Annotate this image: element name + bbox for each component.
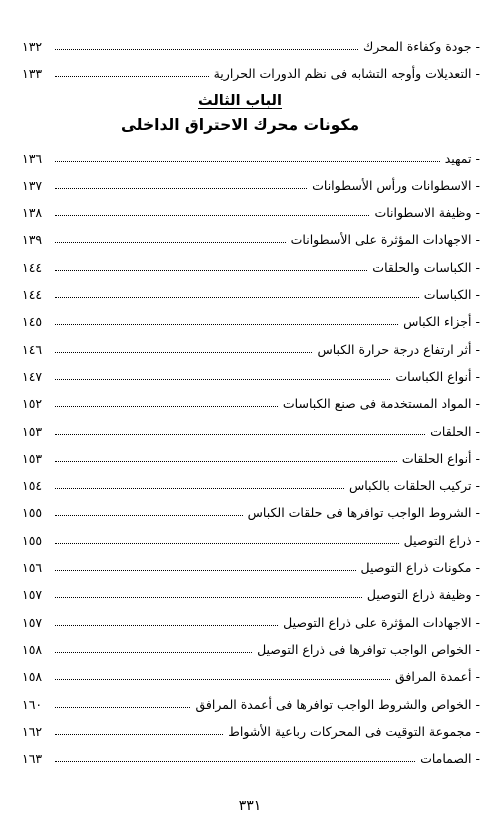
dot-leader bbox=[55, 297, 419, 298]
toc-entry-page: ١٣٦ bbox=[22, 150, 43, 166]
toc-entry-title: - المواد المستخدمة فى صنع الكباسات bbox=[282, 396, 480, 412]
toc-entry-page: ١٣٨ bbox=[22, 205, 43, 221]
dot-leader bbox=[55, 352, 312, 353]
toc-entry bbox=[22, 503, 480, 523]
toc-entry-page: ١٤٧ bbox=[22, 368, 43, 384]
toc-entry bbox=[22, 366, 480, 386]
toc-entry-title: - وظيفة الاسطوانات bbox=[374, 205, 480, 221]
toc-entry-page: ١٣٣ bbox=[22, 65, 43, 81]
dot-leader bbox=[55, 49, 358, 50]
toc-entry-title: - الصمامات bbox=[420, 751, 480, 767]
dot-leader bbox=[55, 242, 286, 243]
toc-entry bbox=[22, 530, 480, 550]
toc-entry bbox=[22, 230, 480, 250]
toc-entry-title: - أنواع الكباسات bbox=[395, 368, 480, 384]
dot-leader bbox=[55, 324, 398, 325]
toc-entry-title: - أثر ارتفاع درجة حرارة الكباس bbox=[317, 341, 480, 357]
toc-entry-page: ١٦٣ bbox=[22, 751, 43, 767]
dot-leader bbox=[55, 488, 344, 489]
toc-entry bbox=[22, 285, 480, 305]
chapter-title: مكونات محرك الاحتراق الداخلى bbox=[120, 116, 360, 134]
toc-entry-page: ١٥٥ bbox=[22, 505, 43, 521]
chapter-label: الباب الثالث bbox=[198, 93, 282, 109]
toc-entry-page: ١٦٢ bbox=[22, 723, 43, 739]
toc-entry bbox=[22, 203, 480, 223]
toc-entry bbox=[22, 339, 480, 359]
toc-entry-page: ١٥٦ bbox=[22, 560, 43, 575]
toc-entry-page: ١٥٣ bbox=[22, 423, 43, 439]
toc-entry bbox=[22, 667, 480, 687]
toc-entry-title: - مكونات ذراع التوصيل bbox=[360, 560, 480, 575]
toc-entry bbox=[22, 63, 480, 83]
dot-leader bbox=[55, 406, 278, 407]
toc-entry-title: - التعديلات وأوجه التشابه فى نظم الدورات الحرارية bbox=[213, 65, 480, 81]
dot-leader bbox=[55, 161, 440, 162]
toc-entry-title: - مجموعة التوقيت فى المحركات رباعية الأشواط bbox=[228, 723, 480, 739]
toc-entry-title: - تمهيد bbox=[444, 150, 480, 166]
dot-leader bbox=[55, 461, 397, 462]
toc-entry-page: ١٤٤ bbox=[22, 259, 43, 275]
toc-entry-page: ١٤٥ bbox=[22, 314, 43, 330]
dot-leader bbox=[55, 625, 278, 626]
dot-leader bbox=[55, 515, 243, 516]
dot-leader bbox=[55, 76, 209, 77]
dot-leader bbox=[55, 270, 367, 271]
toc-entry bbox=[22, 612, 480, 632]
toc-entry bbox=[22, 421, 480, 441]
page-number: ٣٣١ bbox=[238, 798, 262, 814]
toc-entry bbox=[22, 394, 480, 414]
toc-entry-page: ١٣٧ bbox=[22, 177, 43, 193]
toc-entry-title: - تركيب الحلقات بالكباس bbox=[348, 478, 480, 494]
toc-entry-page: ١٥٤ bbox=[22, 478, 43, 494]
toc-entry-title: - أعمدة المرافق bbox=[394, 669, 480, 685]
dot-leader bbox=[55, 543, 399, 544]
toc-entry-page: ١٥٢ bbox=[22, 396, 43, 412]
toc-entry bbox=[22, 148, 480, 168]
dot-leader bbox=[55, 379, 390, 380]
dot-leader bbox=[55, 679, 390, 680]
toc-entry-title: - الكباسات والحلقات bbox=[372, 259, 480, 275]
toc-entry bbox=[22, 476, 480, 496]
toc-entry-page: ١٣٩ bbox=[22, 232, 43, 248]
toc-entry bbox=[22, 175, 480, 195]
toc-entry bbox=[22, 36, 480, 56]
dot-leader bbox=[55, 570, 356, 571]
toc-entry-title: - الشروط الواجب توافرها فى حلقات الكباس bbox=[247, 505, 480, 521]
toc-entry-title: - الاجهادات المؤثرة على الأسطوانات bbox=[290, 232, 480, 248]
toc-entry-page: ١٥٧ bbox=[22, 587, 43, 603]
toc-entry-page: ١٣٢ bbox=[22, 38, 43, 54]
toc-entry-page: ١٤٦ bbox=[22, 341, 43, 357]
toc-entry-title: - الاسطوانات ورأس الأسطوانات bbox=[312, 177, 480, 193]
toc-entry-title: - الخواص الواجب توافرها فى ذراع التوصيل bbox=[257, 641, 480, 657]
toc-entry-title: - جودة وكفاءة المحرك bbox=[362, 38, 480, 54]
toc-entry-page: ١٦٠ bbox=[22, 696, 43, 712]
dot-leader bbox=[55, 761, 415, 762]
dot-leader bbox=[55, 734, 223, 735]
dot-leader bbox=[55, 597, 362, 598]
dot-leader bbox=[55, 215, 369, 216]
toc-entry-page: ١٥٨ bbox=[22, 641, 43, 657]
toc-entry-page: ١٥٧ bbox=[22, 614, 43, 630]
toc-entry bbox=[22, 585, 480, 605]
toc-entry bbox=[22, 694, 480, 714]
toc-entry-title: - الحلقات bbox=[430, 423, 480, 439]
toc-entry-page: ١٥٨ bbox=[22, 669, 43, 685]
toc-entry-title: - وظيفة ذراع التوصيل bbox=[366, 587, 480, 603]
toc-entry-title: - الاجهادات المؤثرة على ذراع التوصيل bbox=[283, 614, 480, 630]
toc-entry-title: - ذراع التوصيل bbox=[403, 532, 480, 548]
toc-entry-title: - الخواص والشروط الواجب توافرها فى أعمدة المرافق bbox=[195, 696, 480, 712]
toc-entry-page: ١٥٣ bbox=[22, 450, 43, 466]
dot-leader bbox=[55, 707, 190, 708]
toc-entry-title: - أنواع الحلقات bbox=[401, 450, 480, 466]
dot-leader bbox=[55, 434, 425, 435]
toc-entry-page: ١٤٤ bbox=[22, 287, 43, 302]
toc-entry bbox=[22, 448, 480, 468]
toc-entry-title: - الكباسات bbox=[423, 287, 480, 302]
toc-entry bbox=[22, 257, 480, 277]
dot-leader bbox=[55, 188, 307, 189]
dot-leader bbox=[55, 652, 252, 653]
toc-entry bbox=[22, 639, 480, 659]
toc-entry bbox=[22, 721, 480, 741]
toc-entry-title: - أجزاء الكباس bbox=[403, 314, 480, 330]
toc-entry bbox=[22, 558, 480, 578]
toc-entry bbox=[22, 312, 480, 332]
toc-entry bbox=[22, 749, 480, 769]
toc-entry-page: ١٥٥ bbox=[22, 532, 43, 548]
